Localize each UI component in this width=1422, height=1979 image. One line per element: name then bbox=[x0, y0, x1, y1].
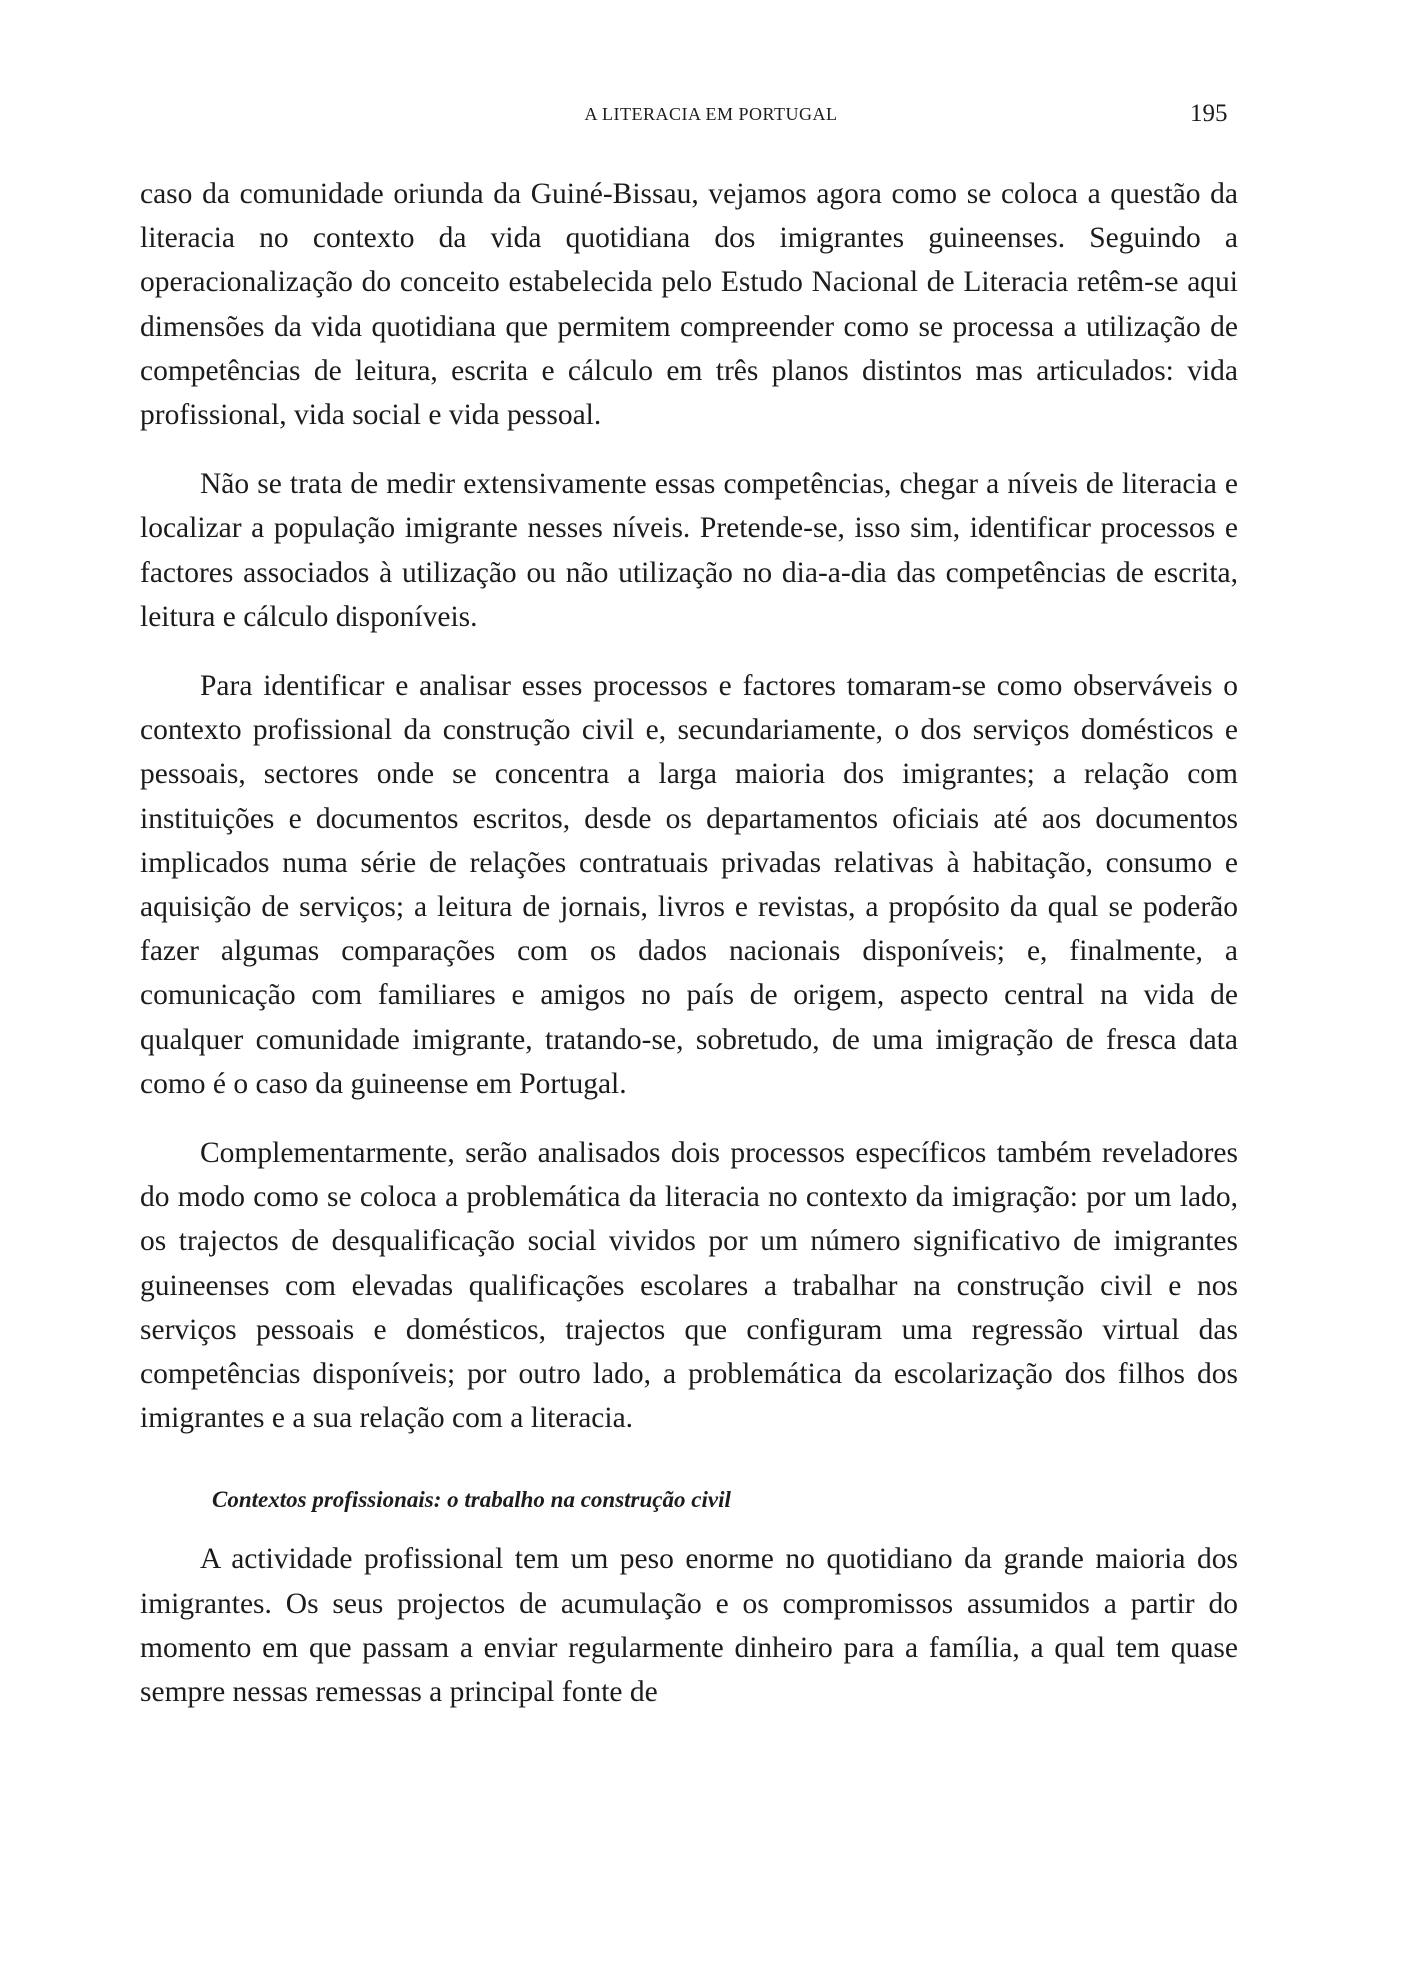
paragraph: Para identificar e analisar esses processos e factores tomaram-se como observáveis o contexto profissional da construção civil e, secundariamente, o dos serviços domésticos e pessoais, sectores onde se concentra a larga maioria dos imigrantes; a relação com instituições e documentos escritos, desde os departamentos oficiais até aos documentos implicados numa série de relações contratuais privadas relativas à habitação, consumo e aquisição de serviços; a leitura de jornais, livros e revistas, a propósito da qual se poderão fazer algumas comparações com os dados nacionais disponíveis; e, finalmente, a comunicação com familiares e amigos no país de origem, aspecto central na vida de qualquer comunidade imigrante, tratando-se, sobretudo, de uma imigração de fresca data como é o caso da guineense em Portugal. bbox=[140, 670, 1238, 1100]
body-text bbox=[140, 172, 1238, 1739]
section-heading: Contextos profissionais: o trabalho na construção civil bbox=[212, 1487, 731, 1513]
paragraph: caso da comunidade oriunda da Guiné-Bissau, vejamos agora como se coloca a questão da literacia no contexto da vida quotidiana dos imigrantes guineenses. Seguindo a operacionalização do conceito estabelecida pelo Estudo Nacional de Literacia retêm-se aqui dimensões da vida quotidiana que permitem compreender como se processa a utilização de competências de leitura, escrita e cálculo em três planos distintos mas articulados: vida profissional, vida social e vida pessoal. bbox=[140, 178, 1238, 432]
page-number: 195 bbox=[1190, 100, 1228, 127]
paragraph: A actividade profissional tem um peso enorme no quotidiano da grande maioria dos imigrantes. Os seus projectos de acumulação e os compromissos assumidos a partir do momento em que passam a enviar regularmente dinheiro para a família, a qual tem quase sempre nessas remessas a principal fonte de bbox=[140, 1543, 1238, 1709]
paragraph: Não se trata de medir extensivamente essas competências, chegar a níveis de literacia e localizar a população imigrante nesses níveis. Pretende-se, isso sim, identificar processos e factores associados à utilização ou não utilização no dia-a-dia das competências de escrita, leitura e cálculo disponíveis. bbox=[140, 468, 1238, 633]
paragraph: Complementarmente, serão analisados dois processos específicos também reveladores do modo como se coloca a problemática da literacia no contexto da imigração: por um lado, os trajectos de desqualificação social vividos por um número significativo de imigrantes guineenses com elevadas qualificações escolares a trabalhar na construção civil e nos serviços pessoais e domésticos, trajectos que configuram uma regressão virtual das competências disponíveis; por outro lado, a problemática da escolarização dos filhos dos imigrantes e a sua relação com a literacia. bbox=[140, 1137, 1238, 1435]
running-head: A LITERACIA EM PORTUGAL bbox=[584, 104, 838, 124]
